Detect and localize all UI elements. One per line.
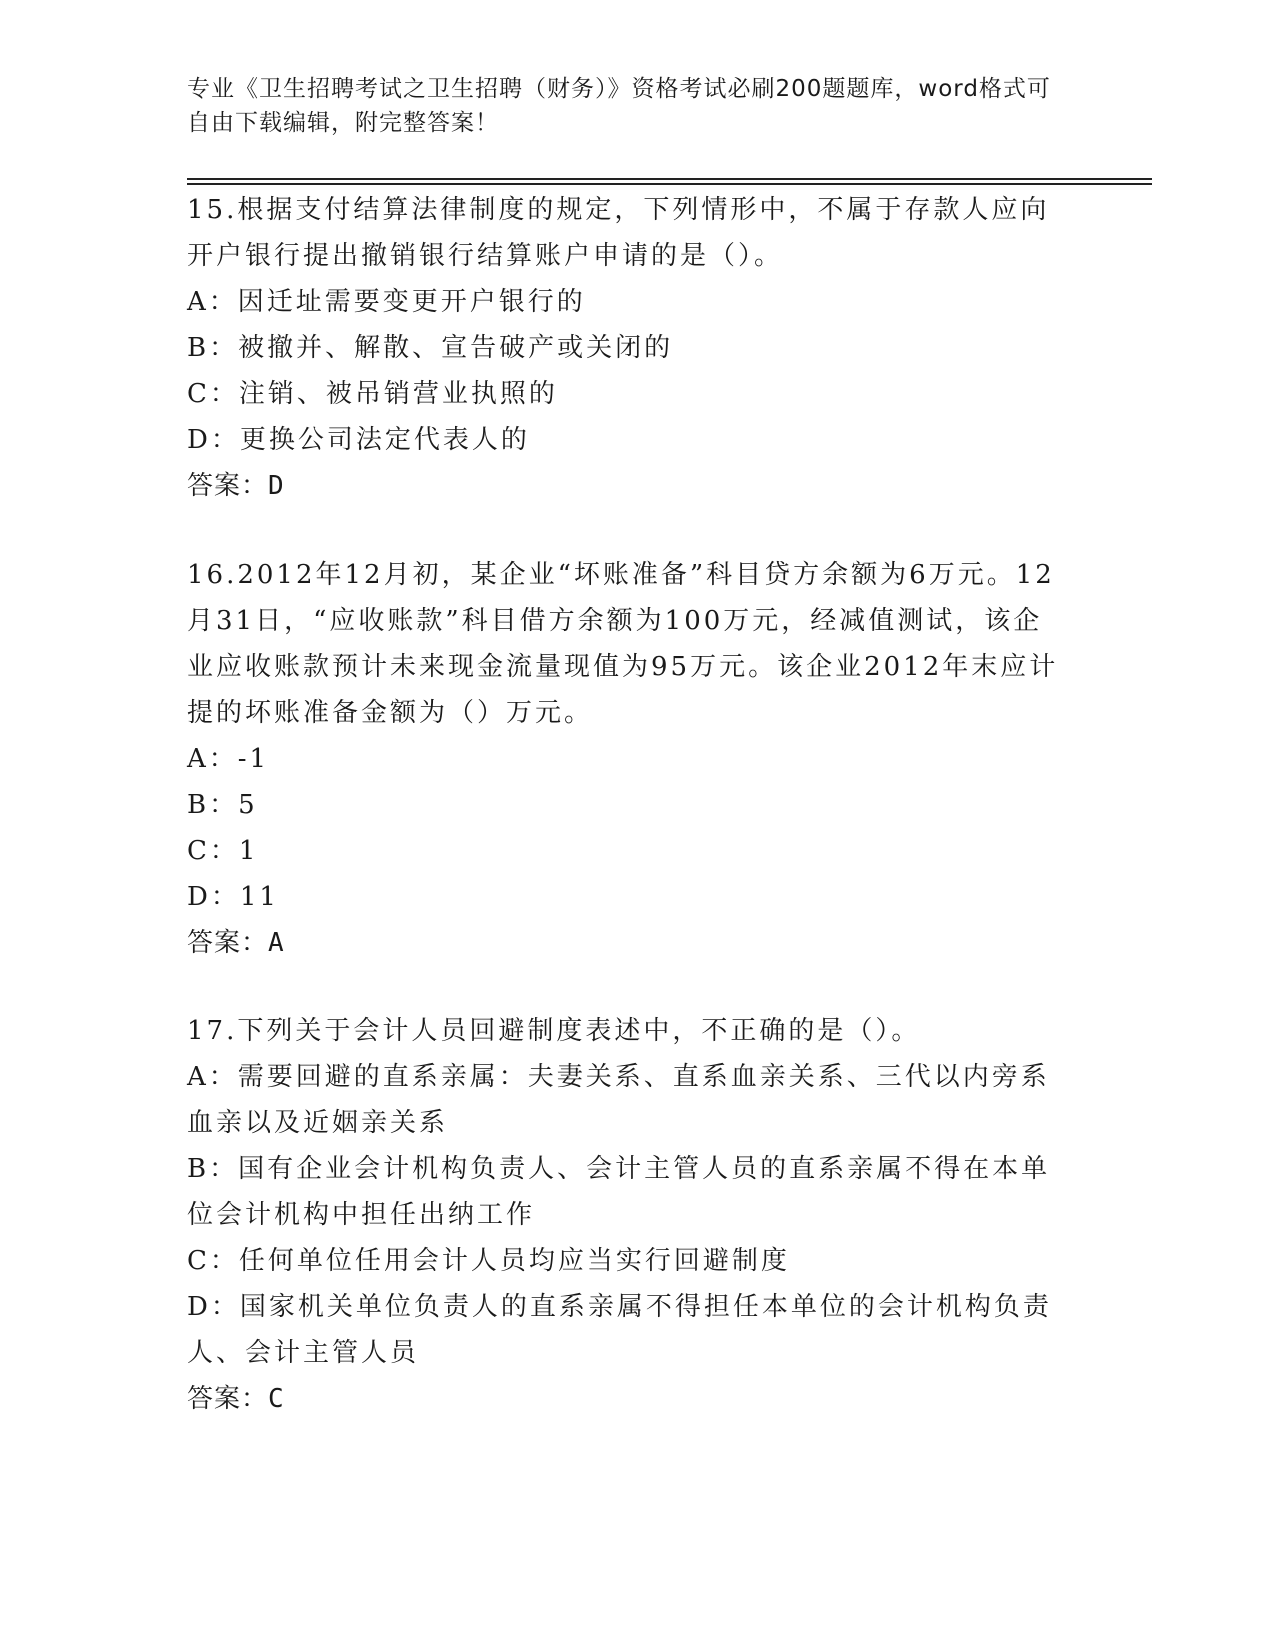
- question-stem: 17.下列关于会计人员回避制度表述中，不正确的是（）。: [187, 1016, 921, 1046]
- option-d: D：国家机关单位负责人的直系亲属不得担任本单位的会计机构负责人、会计主管人员: [187, 1292, 1052, 1368]
- option-a: A：需要回避的直系亲属：夫妻关系、直系血亲关系、三代以内旁系血亲以及近姻亲关系: [187, 1062, 1050, 1138]
- option-b: B：国有企业会计机构负责人、会计主管人员的直系亲属不得在本单位会计机构中担任出纳工作: [187, 1154, 1051, 1230]
- answer-label: 答案：: [187, 1384, 269, 1414]
- answer-value: D: [268, 471, 285, 501]
- header-divider-top: [187, 178, 1152, 180]
- option-c: C：1: [187, 836, 259, 866]
- option-c: C：注销、被吊销营业执照的: [187, 379, 558, 409]
- question-17: [187, 1008, 1067, 1422]
- answer-line: [187, 463, 1067, 509]
- option-d: D：11: [187, 882, 279, 912]
- answer-label: 答案：: [187, 471, 269, 501]
- answer-label: 答案：: [187, 928, 269, 958]
- question-16: [187, 552, 1067, 966]
- question-stem: 16.2012年12月初，某企业“坏账准备”科目贷方余额为6万元。12月31日，“应收账款”科目借方余额为100万元，经减值测试，该企业应收账款预计未来现金流量现值为95万元。该企业2012年末应计提的坏账准备金额为（）万元。: [187, 560, 1059, 728]
- option-a: A：-1: [187, 744, 270, 774]
- option-b: B：被撤并、解散、宣告破产或关闭的: [187, 333, 674, 363]
- answer-line: [187, 920, 1067, 966]
- header-divider-bottom: [187, 183, 1152, 185]
- option-b: B：5: [187, 790, 258, 820]
- option-c: C：任何单位任用会计人员均应当实行回避制度: [187, 1246, 790, 1276]
- question-stem: 15.根据支付结算法律制度的规定，下列情形中，不属于存款人应向开户银行提出撤销银行结算账户申请的是（）。: [187, 195, 1050, 271]
- option-d: D：更换公司法定代表人的: [187, 425, 530, 455]
- question-15: [187, 187, 1067, 509]
- answer-value: A: [268, 928, 285, 958]
- answer-line: [187, 1376, 1067, 1422]
- option-a: A：因迁址需要变更开户银行的: [187, 287, 586, 317]
- document-header: 专业《卫生招聘考试之卫生招聘（财务）》资格考试必刷200题题库，word格式可自由下载编辑，附完整答案！: [187, 76, 1051, 136]
- answer-value: C: [268, 1384, 285, 1414]
